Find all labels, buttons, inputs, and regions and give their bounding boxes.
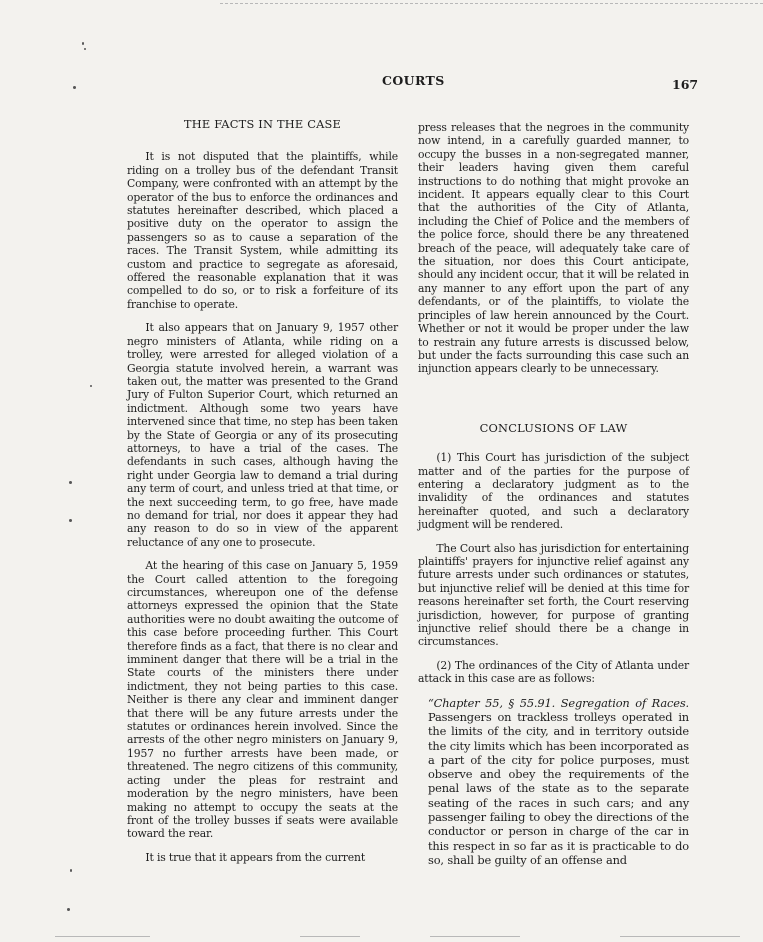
scan-speck xyxy=(73,86,76,89)
page-number: 167 xyxy=(672,77,699,92)
continued-paragraph: press releases that the negroes in the community now intend, in a carefully guarded manner, to occupy the busses in a non-segregated manner, their leaders having given them careful instructions to do nothing that might provoke an incident. It appears equally clear to this Court that the authorities of the City of Atlanta, including the Chief of Police and the members of the police force, should there be any threatened breach of the peace, will adequately take care of the situation, nor does this Court anticipate, should any incident occur, that it will be related in any manner to any effort upon the part of any defendants, or of the plaintiffs, to violate the principles of law herein announced by the Court. Whether or not it would be proper under the law to restrain any future arrests is discussed below, but under the facts surrounding this case such an injunction appears clearly to be unnecessary. xyxy=(418,121,689,376)
statute-text: Passengers on trackless trolleys operated in the limits of the city, and in territory outside the city limits which has been incorporated as a part of the city for police purposes, must observe and obey the requirements of the penal laws of the state as to the separate seating of the races in such cars; and any passenger failing to obey the directions of the conductor or person in charge of the car in this respect in so far as it is practicable to do so, shall be guilty of an offense and xyxy=(428,709,689,867)
paragraph: It is not disputed that the plaintiffs, while riding on a trolley bus of the defendant Transit Company, were confronted with an attempt by the operator of the bus to enforce the ordinances and statutes hereinafter described, which placed a positive duty on the operator to assign the passengers so as to cause a separation of the races. The Transit System, while admitting its custom and practice to segregate as aforesaid, offered the reasonable explanation that it was compelled to do so, or to risk a forfeiture of its franchise to operate. xyxy=(127,150,398,311)
paragraph: It also appears that on January 9, 1957 other negro ministers of Atlanta, while riding on a trolley, were arrested for alleged violation of a Georgia statute involved herein, a warrant was taken out, the matter was presented to the Grand Jury of Fulton Superior Court, which returned an indictment. Although some two years have intervened since that time, no step has been taken by the State of Georgia or any of its prosecuting attorneys, to have a trial of the cases. The defendants in such cases, although having the right under Georgia law to demand a trial during any term of court, and unless tried at that time, or the next succeeding term, to go free, have made no demand for trial, nor does it appear they had any reason to do so in view of the apparent reluctance of any one to prosecute. xyxy=(127,321,398,549)
scan-bottom-border xyxy=(620,936,740,937)
scan-speck xyxy=(69,481,72,484)
paragraph: The Court also has jurisdiction for entertaining plaintiffs' prayers for injunctive relief against any future arrests under such ordinances or statutes, but injunctive relief will be denied at this time for reasons hereinafter set forth, the Court reserving jurisdiction, however, for purpose of granting injunctive relief should there be a change in circumstances. xyxy=(418,541,689,649)
paragraph: It is true that it appears from the current xyxy=(145,850,366,864)
scan-top-border xyxy=(220,3,763,4)
section-heading-facts: THE FACTS IN THE CASE xyxy=(183,117,342,131)
scan-bottom-border xyxy=(55,936,150,937)
paragraph: At the hearing of this case on January 5, 1959 the Court called attention to the foregoing circumstances, whereupon one of the defense attorneys expressed the opinion that the State authorities were no doubt awaiting the outcome of this case before proceeding further. This Court therefore finds as a fact, that there is no clear and imminent danger that there will be a trial in the State courts of the ministers there under indictment, they not being parties to this case. Neither is there any clear and imminent danger that there will be any future arrests under the statutes or ordinances herein involved. Since the arrests of the other negro ministers on January 9, 1957 no further arrests have been made, or threatened. The negro citizens of this community, acting under the pleas for restraint and moderation by the negro ministers, have been making no attempt to occupy the seats at the front of the trolley busses if seats were available toward the rear. xyxy=(127,559,398,841)
running-head: COURTS xyxy=(382,73,445,88)
right-column xyxy=(418,121,689,867)
section-heading-conclusions: CONCLUSIONS OF LAW xyxy=(479,420,628,435)
scan-speck xyxy=(69,519,72,522)
scan-speck xyxy=(90,385,92,387)
scan-speck xyxy=(84,48,86,50)
scan-bottom-border xyxy=(430,936,520,937)
statute-quotation xyxy=(418,696,689,868)
scan-speck xyxy=(82,42,84,45)
scan-speck xyxy=(70,869,72,872)
statute-title: “Chapter 55, § 55.91. Segregation of Races. xyxy=(428,695,689,710)
paragraph: (2) The ordinances of the City of Atlanta under attack in this case are as follows: xyxy=(418,658,689,686)
paragraph: (1) This Court has jurisdiction of the subject matter and of the parties for the purpose of entering a declaratory judgment as to the invalidity of the ordinances and statutes hereinafter quoted, and such a declaratory judgment will be rendered. xyxy=(418,451,689,532)
scan-bottom-border xyxy=(300,936,360,937)
scan-speck xyxy=(67,908,70,911)
left-column xyxy=(127,118,398,874)
